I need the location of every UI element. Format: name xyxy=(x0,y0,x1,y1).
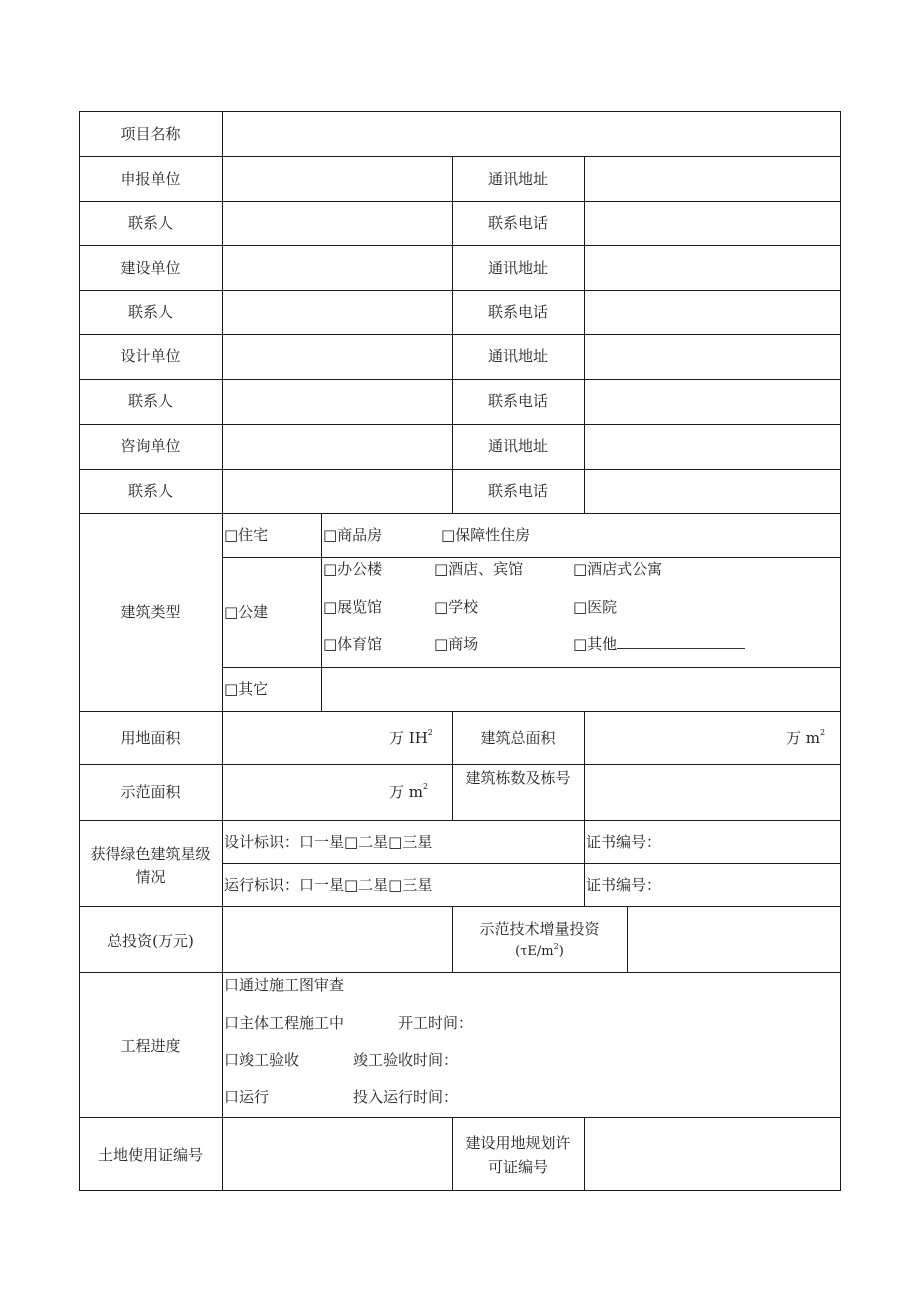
rule xyxy=(79,972,841,973)
rule xyxy=(79,1190,841,1191)
land-area-unit xyxy=(389,728,433,748)
rule xyxy=(79,764,841,765)
rule xyxy=(79,1117,841,1118)
operation-cert-label: 证书编号： xyxy=(586,876,662,894)
total-area-unit-sup: 2 xyxy=(820,728,826,737)
land-cert-label: 土地使用证编号 xyxy=(97,1146,203,1164)
land-area-label: 用地面积 xyxy=(120,729,181,747)
residential-checkbox[interactable]: □住宅 xyxy=(224,526,269,544)
exhibition-checkbox[interactable]: □展览馆 xyxy=(323,598,383,616)
mall-checkbox[interactable]: □商场 xyxy=(434,635,479,653)
demo-area-unit-text: 万 m xyxy=(389,783,423,801)
other-public-blank[interactable] xyxy=(617,634,745,649)
rule xyxy=(79,111,841,112)
total-area-unit xyxy=(786,728,825,748)
designer-phone-label: 联系电话 xyxy=(487,392,548,410)
rule xyxy=(222,667,841,668)
start-time-label: 开工时间： xyxy=(398,1014,474,1032)
rule xyxy=(79,424,841,425)
application-form-table xyxy=(79,111,841,1191)
rule xyxy=(321,513,322,711)
other-public-label: □其他 xyxy=(573,635,618,653)
school-checkbox[interactable]: □学校 xyxy=(434,598,479,616)
green-star-label-line2: 情况 xyxy=(135,868,166,886)
project-name-label: 项目名称 xyxy=(120,125,181,143)
consultant-contact-label: 联系人 xyxy=(127,482,173,500)
land-area-unit-sup: 2 xyxy=(427,728,433,737)
progress-label: 工程进度 xyxy=(120,1037,181,1055)
designer-unit-label: 设计单位 xyxy=(120,347,181,365)
rule xyxy=(584,820,585,906)
planning-permit-line2: 可证编号 xyxy=(487,1158,548,1176)
incr-unit-close: ) xyxy=(558,944,564,959)
other-public-checkbox[interactable] xyxy=(573,634,745,654)
rule xyxy=(79,156,841,157)
designer-contact-label: 联系人 xyxy=(127,392,173,410)
builder-address-label: 通讯地址 xyxy=(487,259,548,277)
hospital-checkbox[interactable]: □医院 xyxy=(573,598,618,616)
serviced-apartment-checkbox[interactable]: □酒店式公寓 xyxy=(573,560,663,578)
consultant-unit-label: 咨询单位 xyxy=(120,437,181,455)
rule xyxy=(627,906,628,972)
applicant-phone-label: 联系电话 xyxy=(487,214,548,232)
applicant-contact-label: 联系人 xyxy=(127,214,173,232)
rule xyxy=(79,379,841,380)
demo-area-unit xyxy=(389,782,428,802)
hotel-checkbox[interactable]: □酒店、宾馆 xyxy=(434,560,524,578)
consultant-address-label: 通讯地址 xyxy=(487,437,548,455)
demo-area-label: 示范面积 xyxy=(120,783,181,801)
rule xyxy=(79,334,841,335)
total-area-unit-text: 万 m xyxy=(786,729,820,747)
rule xyxy=(79,245,841,246)
rule xyxy=(79,513,841,514)
public-building-checkbox[interactable]: □公建 xyxy=(224,603,269,621)
rule xyxy=(79,201,841,202)
total-investment-label: 总投资(万元) xyxy=(107,932,194,950)
operation-time-label: 投入运行时间： xyxy=(353,1088,459,1106)
progress-drawing-review-checkbox[interactable]: 口通过施工图审查 xyxy=(224,976,345,994)
applicant-address-label: 通讯地址 xyxy=(487,170,548,188)
planning-permit-line1: 建设用地规划许 xyxy=(465,1134,571,1152)
builder-phone-label: 联系电话 xyxy=(487,303,548,321)
demo-area-unit-sup: 2 xyxy=(423,782,429,791)
operation-rating-options[interactable]: 运行标识：口一星□二星□三星 xyxy=(224,876,433,894)
rule xyxy=(222,111,223,1191)
rule xyxy=(222,863,841,864)
progress-completion-checkbox[interactable]: 口竣工验收 xyxy=(224,1051,300,1069)
building-type-label: 建筑类型 xyxy=(120,603,181,621)
stadium-checkbox[interactable]: □体育馆 xyxy=(323,635,383,653)
incr-unit-text: (τE/m xyxy=(515,944,554,959)
progress-construction-checkbox[interactable]: 口主体工程施工中 xyxy=(224,1014,345,1032)
office-checkbox[interactable]: □办公楼 xyxy=(323,560,383,578)
design-rating-options[interactable]: 设计标识：口一星□二星□三星 xyxy=(224,833,433,851)
incremental-investment-line1: 示范技术增量投资 xyxy=(479,920,600,938)
designer-address-label: 通讯地址 xyxy=(487,347,548,365)
rule xyxy=(584,711,585,820)
rule xyxy=(840,111,841,1191)
rule xyxy=(222,557,841,558)
design-cert-label: 证书编号： xyxy=(586,833,662,851)
green-star-label-line1: 获得绿色建筑星级 xyxy=(90,845,211,863)
rule xyxy=(452,1117,453,1190)
affordable-housing-checkbox[interactable]: □保障性住房 xyxy=(441,526,531,544)
incremental-investment-line2 xyxy=(452,942,627,962)
total-area-label: 建筑总面积 xyxy=(480,729,556,747)
applicant-unit-label: 申报单位 xyxy=(120,170,181,188)
land-area-unit-text: 万 IH xyxy=(389,729,428,747)
consultant-phone-label: 联系电话 xyxy=(487,482,548,500)
incr-unit-sup: 2 xyxy=(553,942,559,951)
rule xyxy=(79,711,841,712)
other-building-checkbox[interactable]: □其它 xyxy=(224,680,269,698)
rule xyxy=(79,290,841,291)
completion-time-label: 竣工验收时间： xyxy=(353,1051,459,1069)
rule xyxy=(452,156,453,513)
rule xyxy=(452,906,453,972)
rule xyxy=(584,156,585,513)
rule xyxy=(79,469,841,470)
rule xyxy=(584,1117,585,1190)
rule xyxy=(79,906,841,907)
commercial-housing-checkbox[interactable]: □商品房 xyxy=(323,526,383,544)
builder-unit-label: 建设单位 xyxy=(120,259,181,277)
buildings-count-label: 建筑栋数及栋号 xyxy=(465,769,571,787)
rule xyxy=(79,820,841,821)
progress-operation-checkbox[interactable]: 口运行 xyxy=(224,1088,270,1106)
builder-contact-label: 联系人 xyxy=(127,303,173,321)
